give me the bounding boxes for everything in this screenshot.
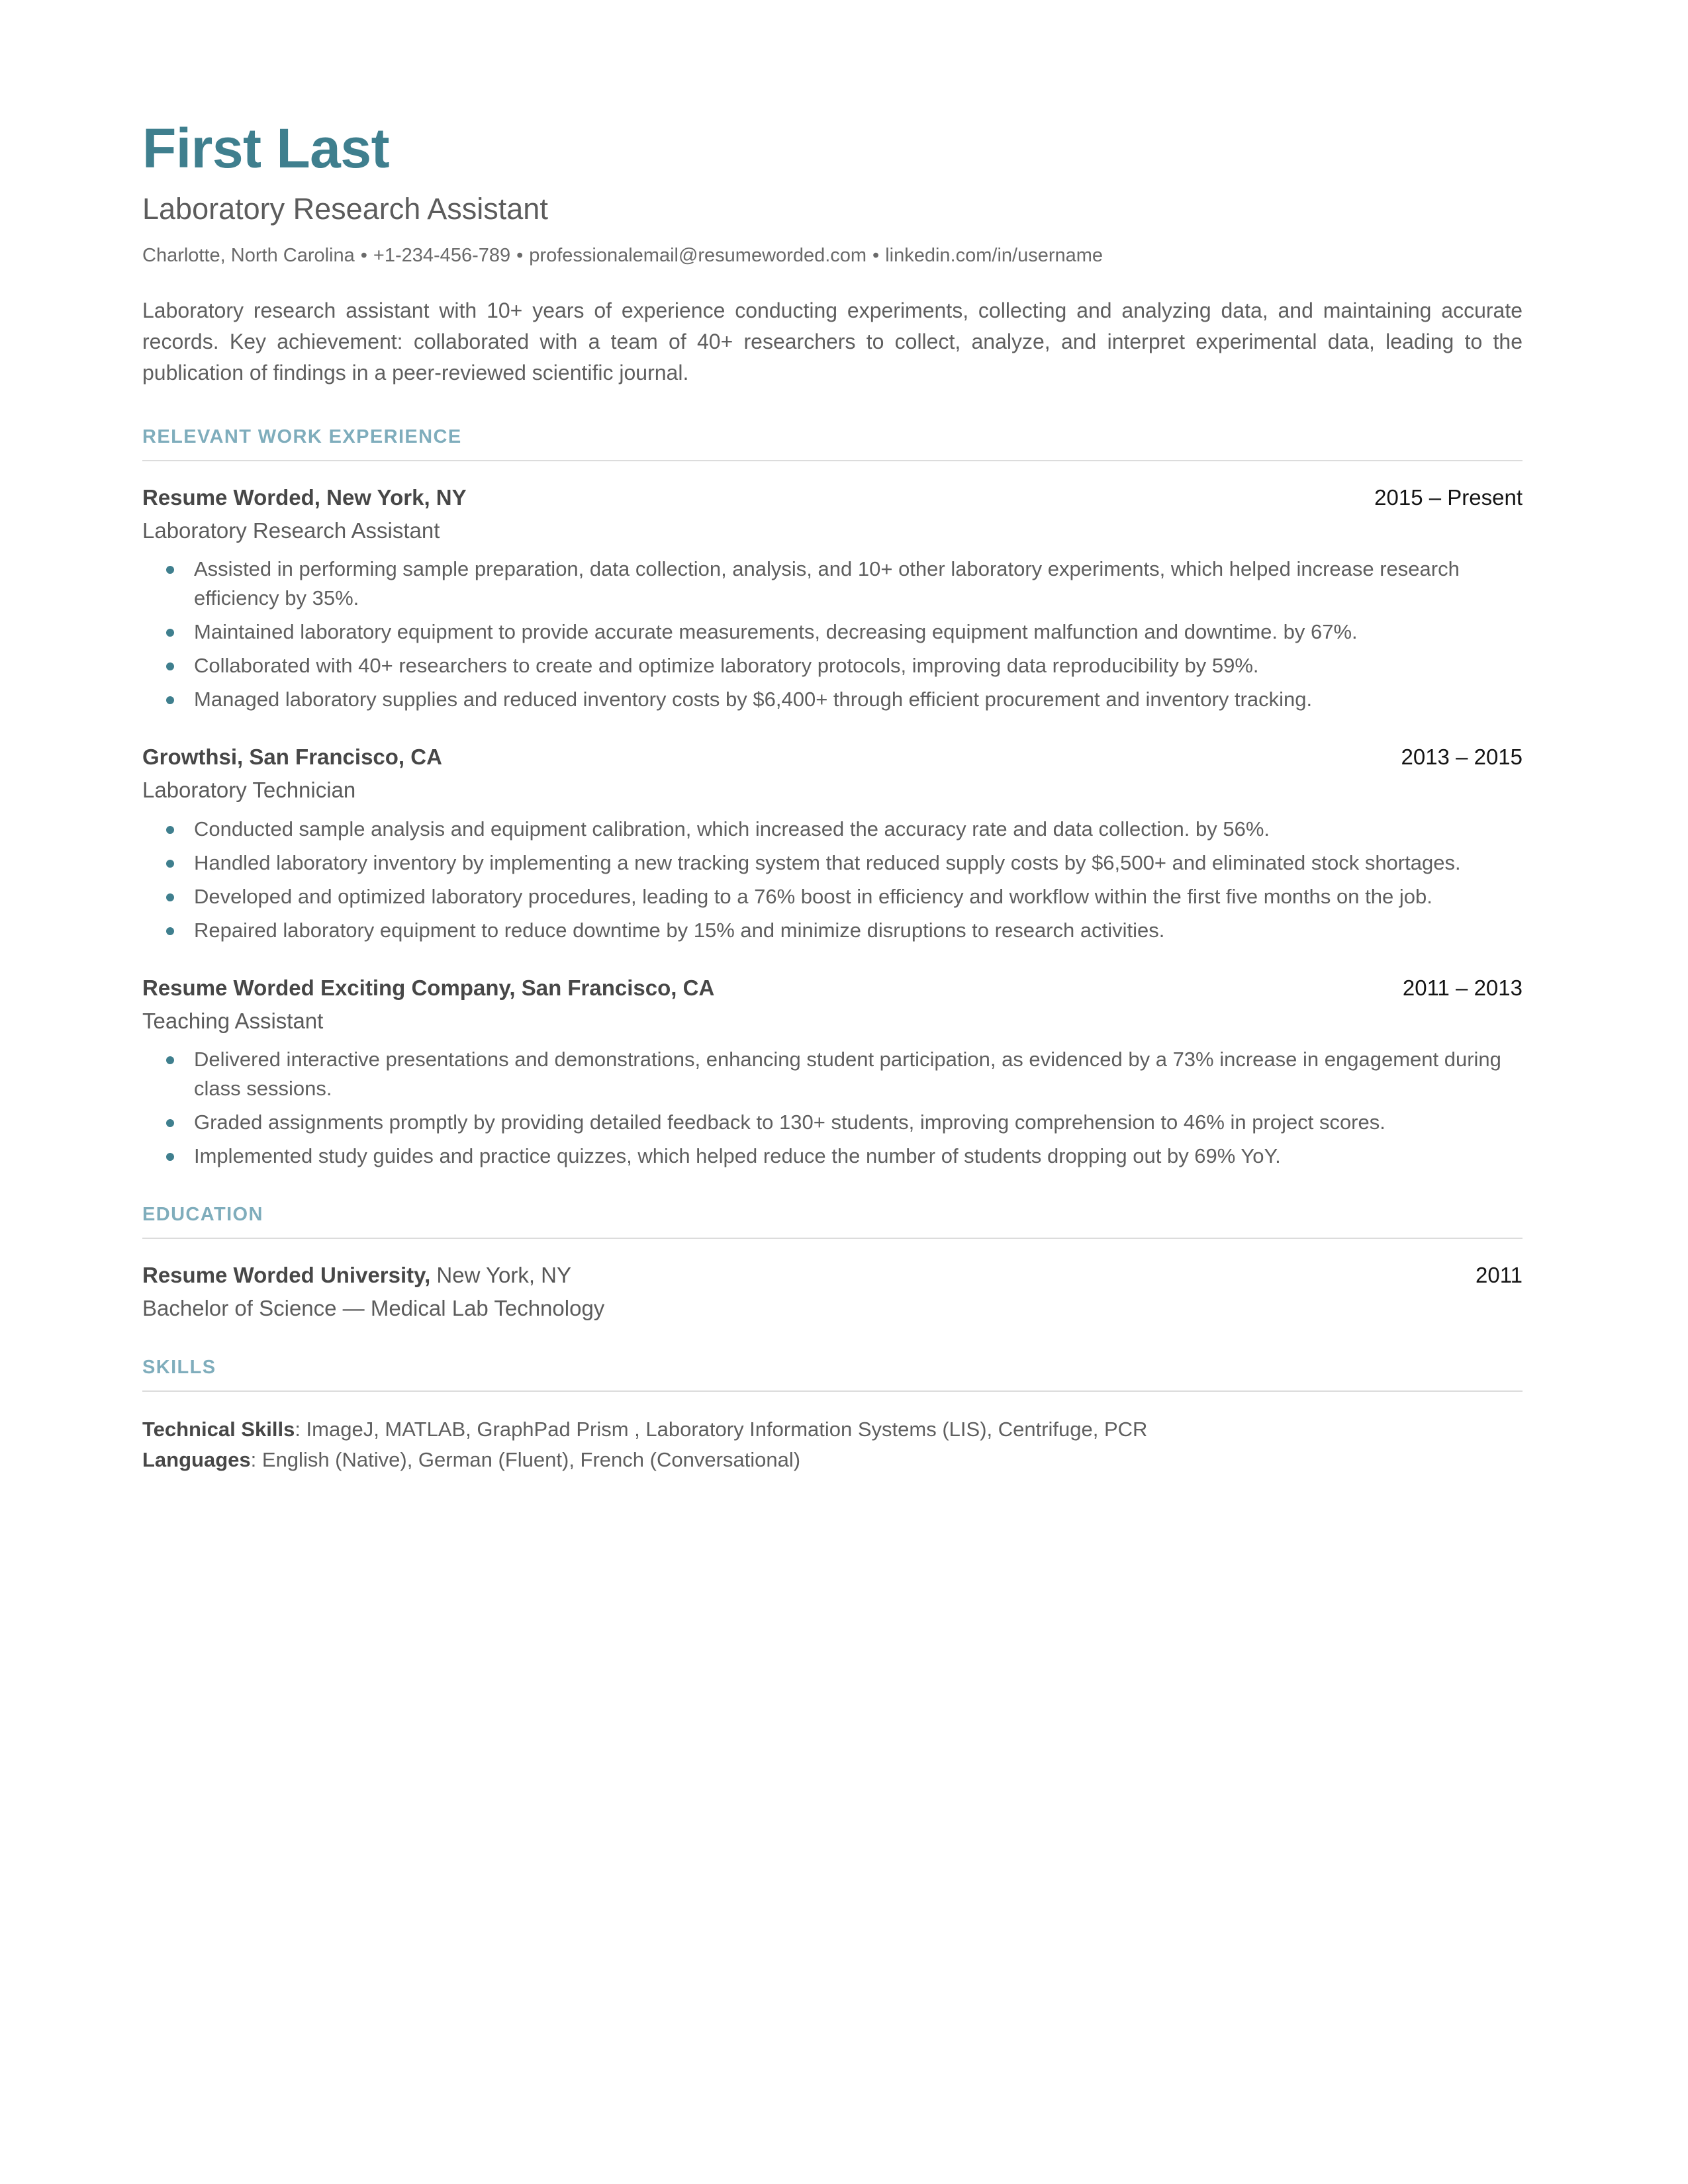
experience-entry [142, 974, 1523, 1171]
bullet-item: Collaborated with 40+ researchers to create and optimize laboratory protocols, improving data reproducibility by 59%. [142, 651, 1523, 680]
entry-dates: 2013 – 2015 [1401, 745, 1523, 770]
entry-header-row [142, 974, 1523, 1003]
contact-linkedin[interactable]: linkedin.com/in/username [885, 244, 1103, 266]
section-skills [142, 1357, 1523, 1476]
resume-content [142, 119, 1523, 1476]
bullet-item: Managed laboratory supplies and reduced inventory costs by $6,400+ through efficient procurement and inventory tracking. [142, 685, 1523, 714]
entry-dates: 2011 – 2013 [1402, 975, 1523, 1000]
skills-value: English (Native), German (Fluent), French (Conversational) [256, 1448, 801, 1472]
skills-line-languages [142, 1445, 1523, 1476]
bullet-item: Maintained laboratory equipment to provide accurate measurements, decreasing equipment malfunction and downtime. by 67%. [142, 617, 1523, 647]
experience-entry [142, 484, 1523, 715]
bullet-item: Handled laboratory inventory by implementing a new tracking system that reduced supply costs by $6,500+ and eliminated stock shortages. [142, 848, 1523, 878]
bullet-item: Graded assignments promptly by providing detailed feedback to 130+ students, improving comprehension to 46% in project scores. [142, 1108, 1523, 1137]
entry-header-row [142, 743, 1523, 772]
contact-separator-icon: • [360, 244, 367, 266]
entry-organization [142, 1261, 571, 1290]
section-divider [142, 460, 1523, 461]
education-entry [142, 1261, 1523, 1323]
education-school: Resume Worded University, [142, 1263, 431, 1288]
skills-value: ImageJ, MATLAB, GraphPad Prism , Laboratory Information Systems (LIS), Centrifuge, PCR [300, 1417, 1148, 1441]
section-title-education: EDUCATION [142, 1204, 263, 1226]
resume-header [142, 119, 1523, 269]
contact-separator-icon: • [872, 244, 880, 266]
skills-label: Technical Skills [142, 1417, 295, 1441]
bullet-item: Implemented study guides and practice quizzes, which helped reduce the number of students dropping out by 69% YoY. [142, 1142, 1523, 1171]
skills-label-separator: : [295, 1417, 301, 1441]
entry-role: Laboratory Research Assistant [142, 518, 440, 543]
education-location: New York, NY [430, 1263, 572, 1288]
bullet-item: Assisted in performing sample preparation, data collection, analysis, and 10+ other laboratory experiments, which helped increase research efficiency by 35%. [142, 555, 1523, 613]
contact-line [142, 244, 1523, 269]
section-experience [142, 426, 1523, 1171]
education-degree: Bachelor of Science — Medical Lab Technology [142, 1296, 605, 1321]
section-title-skills: SKILLS [142, 1356, 216, 1378]
bullet-item: Developed and optimized laboratory procedures, leading to a 76% boost in efficiency and workflow within the first five months on the job. [142, 882, 1523, 911]
contact-separator-icon: • [516, 244, 524, 266]
professional-summary: Laboratory research assistant with 10+ years of experience conducting experiments, collecting and analyzing data, and maintaining accurate records. Key achievement: collaborated with a team of 40+ researchers to collect, analyze, and interpret experimental data, leading to the publication of findings in a peer-reviewed scientific journal. [142, 298, 1523, 385]
section-divider [142, 1390, 1523, 1392]
experience-entry [142, 743, 1523, 945]
entry-organization: Resume Worded Exciting Company, San Francisco, CA [142, 975, 715, 1000]
contact-email[interactable]: professionalemail@resumeworded.com [529, 244, 867, 266]
bullet-item: Delivered interactive presentations and demonstrations, enhancing student participation, as evidenced by a 73% increase in engagement during class sessions. [142, 1045, 1523, 1103]
entry-bullet-list [142, 555, 1523, 714]
skills-label: Languages [142, 1448, 251, 1472]
entry-role: Teaching Assistant [142, 1008, 324, 1033]
contact-phone[interactable]: +1-234-456-789 [373, 244, 511, 266]
contact-location: Charlotte, North Carolina [142, 244, 355, 266]
bullet-item: Conducted sample analysis and equipment calibration, which increased the accuracy rate and data collection. by 56%. [142, 815, 1523, 844]
entry-header-row [142, 1261, 1523, 1290]
entry-header-row [142, 484, 1523, 512]
section-title-experience: RELEVANT WORK EXPERIENCE [142, 426, 462, 447]
entry-organization: Resume Worded, New York, NY [142, 484, 467, 510]
entry-role: Laboratory Technician [142, 778, 356, 803]
entry-dates: 2015 – Present [1374, 484, 1523, 510]
section-education [142, 1204, 1523, 1323]
skills-line-technical [142, 1414, 1523, 1445]
section-divider [142, 1238, 1523, 1239]
entry-organization: Growthsi, San Francisco, CA [142, 745, 442, 770]
candidate-name: First Last [142, 117, 390, 179]
skills-label-separator: : [250, 1448, 257, 1472]
entry-bullet-list [142, 815, 1523, 945]
candidate-headline: Laboratory Research Assistant [142, 192, 548, 226]
entry-bullet-list [142, 1045, 1523, 1171]
entry-dates: 2011 [1476, 1263, 1523, 1288]
bullet-item: Repaired laboratory equipment to reduce downtime by 15% and minimize disruptions to research activities. [142, 916, 1523, 945]
